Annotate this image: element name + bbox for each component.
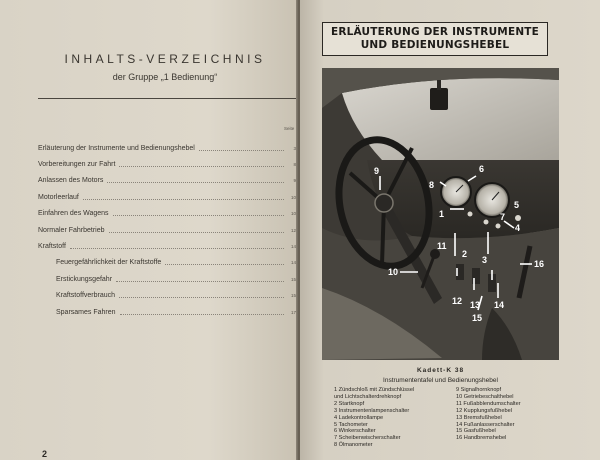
callout-1: 1	[439, 209, 445, 219]
legend-item: 16 Handbremshebel	[456, 435, 507, 442]
callout-15: 15	[472, 313, 483, 323]
callout-13: 13	[470, 300, 481, 310]
page-number: 2	[42, 449, 48, 459]
toc-entry	[38, 271, 296, 287]
callout-12: 12	[452, 296, 463, 306]
callout-7: 7	[500, 212, 506, 222]
figure-caption-title: Kadett-K 38	[416, 367, 465, 374]
toc-entry-label: Erläuterung der Instrumente und Bedienungshebel	[38, 144, 195, 152]
toc-title: INHALTS-VERZEICHNIS	[64, 52, 266, 66]
legend-item: 5 Tachometer	[334, 421, 368, 428]
toc-leader-dots	[119, 297, 284, 298]
toc-entry-page: 8	[293, 162, 296, 168]
legend-item: 8 Ölmanometer	[334, 442, 373, 449]
callout-5: 5	[514, 200, 520, 210]
section-heading-line-2: UND BEDIENUNGSHEBEL	[360, 39, 510, 51]
toc-entry-label: Erstickungsgefahr	[56, 275, 113, 283]
section-heading-box	[322, 22, 548, 56]
legend-item: 2 Startknopf	[334, 400, 365, 407]
toc-leader-dots	[70, 248, 284, 249]
callout-10: 10	[388, 267, 399, 277]
toc-entry	[38, 304, 296, 320]
toc-subtitle: der Gruppe „1 Bedienung“	[112, 72, 218, 82]
toc-leader-dots	[109, 232, 284, 233]
legend-item: und Lichtschalterdrehknopf	[334, 393, 402, 400]
toc-leader-dots	[107, 182, 284, 183]
toc-entry	[38, 222, 296, 238]
toc-leader-dots	[113, 215, 284, 216]
toc-entry-label: Kraftstoffverbrauch	[56, 292, 116, 300]
toc-entry-page: 15	[290, 293, 296, 299]
toc-entry-label: Feuergefährlichkeit der Kraftstoffe	[56, 259, 162, 267]
legend-item: 6 Winkerschalter	[334, 428, 376, 435]
legend-item: 12 Kupplungsfußhebel	[456, 407, 512, 414]
toc-page-column-label: Seite	[284, 126, 295, 131]
toc-entry-page: 17	[290, 309, 296, 315]
toc-entry-label: Motorleerlauf	[38, 193, 79, 201]
toc-entry-page: 12	[290, 227, 296, 233]
legend-item: 10 Getriebeschalthebel	[456, 393, 514, 400]
toc-entry-label: Anlassen des Motors	[38, 177, 104, 185]
callout-6: 6	[479, 164, 485, 174]
toc-leader-dots	[199, 150, 284, 151]
toc-entry-label: Kraftstoff	[38, 243, 66, 251]
toc-leader-dots	[116, 281, 284, 282]
legend-item: 11 Fußabblendumschalter	[456, 400, 521, 407]
toc-entry-page: 10	[290, 194, 296, 200]
toc-entry-label: Sparsames Fahren	[56, 308, 116, 316]
callout-8: 8	[429, 180, 435, 190]
callout-9: 9	[374, 166, 380, 176]
figure-legend	[334, 387, 564, 449]
toc-entry	[38, 206, 296, 222]
toc-leader-dots	[165, 264, 284, 265]
toc-entry-page: 10	[290, 211, 296, 217]
legend-item: 7 Scheibenwischerschalter	[334, 435, 401, 442]
toc-entry	[38, 140, 296, 156]
toc-entry-label: Normaler Fahrbetrieb	[38, 226, 105, 234]
callout-3: 3	[482, 255, 488, 265]
legend-column-right	[456, 387, 566, 449]
callout-2: 2	[462, 249, 468, 259]
toc-entry-label: Vorbereitungen zur Fahrt	[38, 161, 116, 169]
toc-entry-page: 15	[290, 276, 296, 282]
callout-11: 11	[437, 241, 447, 251]
callout-4: 4	[515, 223, 521, 233]
legend-column-left	[334, 387, 454, 449]
toc-entry-page: 14	[290, 244, 296, 250]
callout-16: 16	[534, 259, 545, 269]
toc-entry-label: Einfahren des Wagens	[38, 210, 109, 218]
toc-leader-dots	[119, 166, 284, 167]
toc-entry	[38, 156, 296, 172]
dashboard-illustration	[322, 68, 559, 360]
toc-leader-dots	[83, 199, 284, 200]
legend-item: 15 Gasfußhebel	[456, 428, 496, 435]
toc-leader-dots	[120, 314, 284, 315]
legend-item: 4 Ladekontrollampe	[334, 414, 384, 421]
dashboard-photo	[322, 68, 559, 360]
toc-list	[38, 140, 296, 320]
toc-entry	[38, 238, 296, 254]
legend-item: 9 Signalhornknopf	[456, 387, 502, 393]
toc-entry-page: 3	[293, 145, 296, 151]
legend-item: 13 Bremsfußhebel	[456, 414, 502, 421]
figure-caption-subtitle: Instrumententafel und Bedienungshebel	[383, 377, 498, 384]
section-heading-line-1: ERLÄUTERUNG DER INSTRUMENTE	[330, 26, 540, 38]
toc-entry	[38, 173, 296, 189]
toc-entry-page: 9	[293, 178, 296, 184]
toc-entry	[38, 288, 296, 304]
legend-item: 3 Instrumentenlampenschalter	[334, 407, 410, 414]
toc-entry-page: 14	[290, 260, 296, 266]
toc-divider	[38, 98, 296, 99]
legend-item: 14 Fußanlasserschalter	[456, 421, 515, 428]
toc-entry	[38, 189, 296, 205]
toc-entry	[38, 255, 296, 271]
legend-item: 1 Zündschloß mit Zündschlüssel	[334, 387, 415, 393]
callout-14: 14	[494, 300, 505, 310]
